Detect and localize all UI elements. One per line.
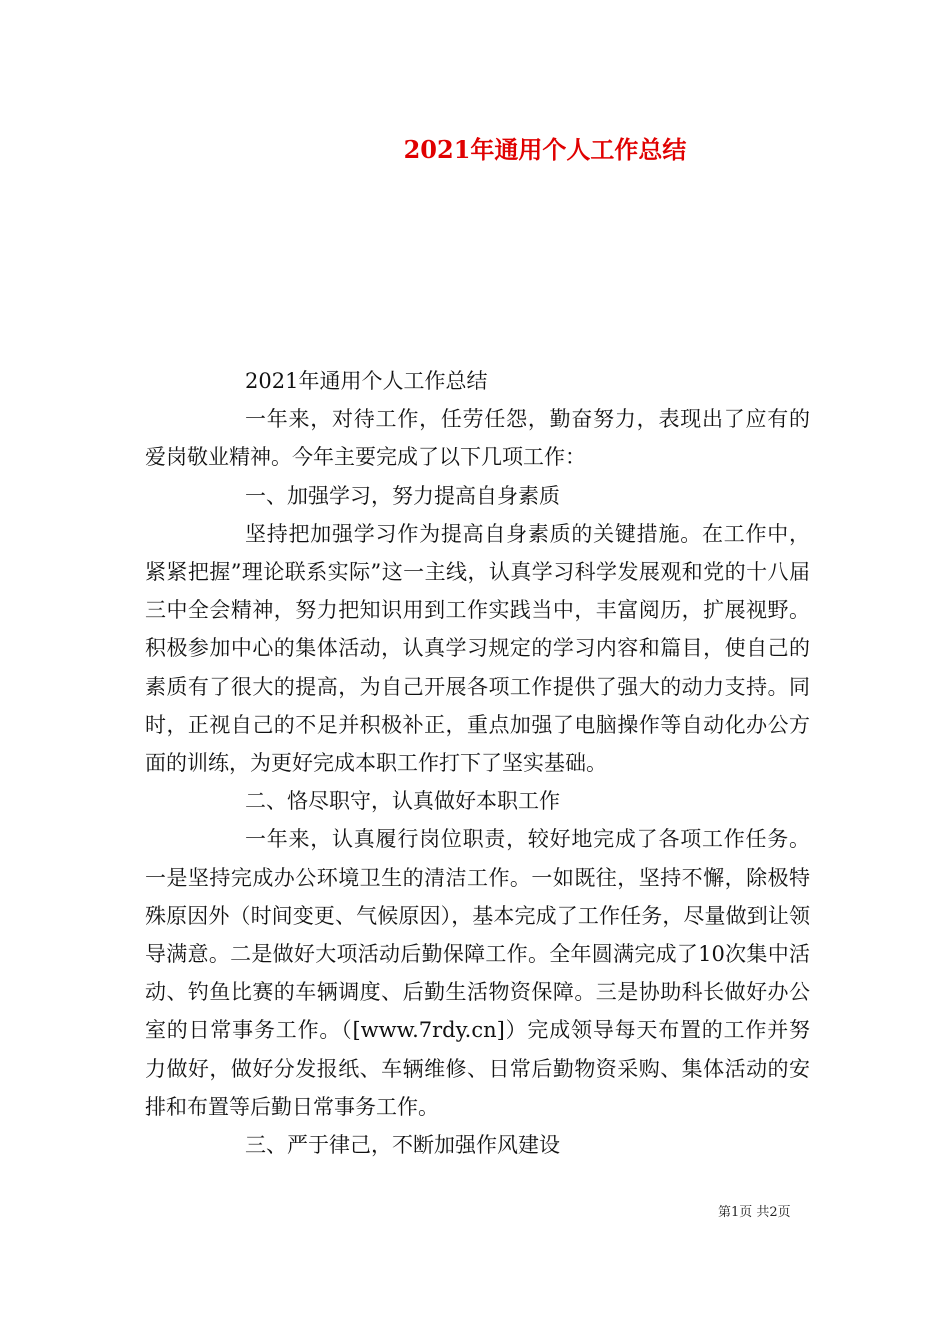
document-body xyxy=(145,362,810,1164)
body-heading: 2021年通用个人工作总结 xyxy=(245,369,488,393)
document-title: 2021年通用个人工作总结 xyxy=(403,135,687,164)
section-heading-3: 三、严于律己，不断加强作风建设 xyxy=(245,1133,560,1158)
section-heading-2: 二、恪尽职守，认真做好本职工作 xyxy=(245,789,560,814)
section-heading-1: 一、加强学习，努力提高自身素质 xyxy=(245,483,560,508)
intro-paragraph: 一年来，对待工作，任劳任怨，勤奋努力，表现出了应有的爱岗敬业精神。今年主要完成了以下几项工作： xyxy=(145,407,810,470)
section-paragraph-2: 一年来，认真履行岗位职责，较好地完成了各项工作任务。一是坚持完成办公环境卫生的清洁工作。一如既往，坚持不懈，除极特殊原因外（时间变更、气候原因），基本完成了工作任务，尽量做到让领导满意。二是做好大项活动后勤保障工作。全年圆满完成了10次集中活动、钓鱼比赛的车辆调度、后勤生活物资保障。三是协助科长做好办公室的日常事务工作。（[www.7rdy.cn]）完成领导每天布置的工作并努力做好，做好分发报纸、车辆维修、日常后勤物资采购、集体活动的安排和布置等后勤日常事务工作。 xyxy=(145,827,810,1119)
section-paragraph-1: 坚持把加强学习作为提高自身素质的关键措施。在工作中，紧紧把握”理论联系实际”这一主线，认真学习科学发展观和党的十八届三中全会精神，努力把知识用到工作实践当中，丰富阅历，扩展视野。积极参加中心的集体活动，认真学习规定的学习内容和篇目，使自己的素质有了很大的提高，为自己开展各项工作提供了强大的动力支持。同时，正视自己的不足并积极补正，重点加强了电脑操作等自动化办公方面的训练，为更好完成本职工作打下了坚实基础。 xyxy=(145,521,810,776)
page-number: 第1页 共2页 xyxy=(718,1205,791,1220)
